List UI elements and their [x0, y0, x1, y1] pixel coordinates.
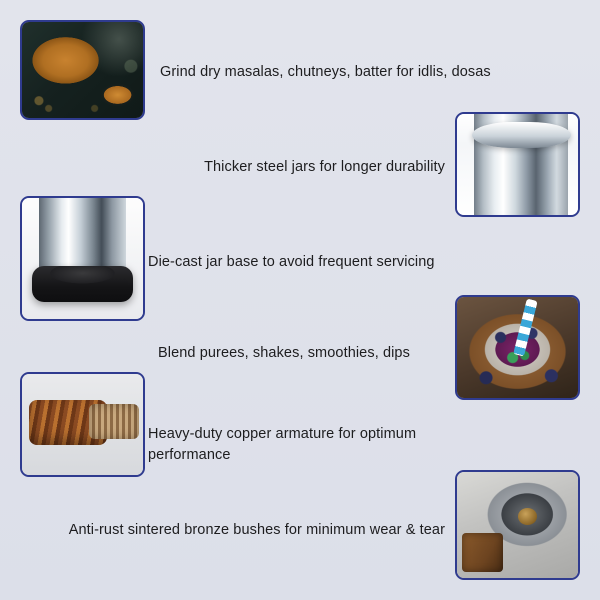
die-cast-jar-base-image [22, 198, 143, 319]
feature-image-thicker-steel-jars [455, 112, 580, 217]
feature-caption-die-cast-jar-base: Die-cast jar base to avoid frequent servicing [148, 254, 435, 270]
steel-jar-closeup-image [457, 114, 578, 215]
masala-powder-bowl-image [22, 22, 143, 118]
feature-image-die-cast-jar-base [20, 196, 145, 321]
feature-image-blend-purees [455, 295, 580, 400]
feature-caption-grind-dry-masalas: Grind dry masalas, chutneys, batter for idlis, dosas [160, 64, 491, 80]
feature-image-heavy-duty-copper-armature [20, 372, 145, 477]
feature-image-anti-rust-sintered-bronze-bushes [455, 470, 580, 580]
feature-caption-thicker-steel-jars: Thicker steel jars for longer durability [204, 159, 445, 175]
feature-image-grind-dry-masalas [20, 20, 145, 120]
feature-caption-anti-rust-sintered-bronze-bushes: Anti-rust sintered bronze bushes for minimum wear & tear [68, 522, 445, 538]
copper-armature-image [22, 374, 143, 475]
sintered-bronze-bushes-image [457, 472, 578, 578]
berry-smoothie-bowl-image [457, 297, 578, 398]
feature-caption-heavy-duty-copper-armature: Heavy-duty copper armature for optimum performance [148, 426, 417, 464]
feature-caption-blend-purees: Blend purees, shakes, smoothies, dips [158, 345, 410, 361]
